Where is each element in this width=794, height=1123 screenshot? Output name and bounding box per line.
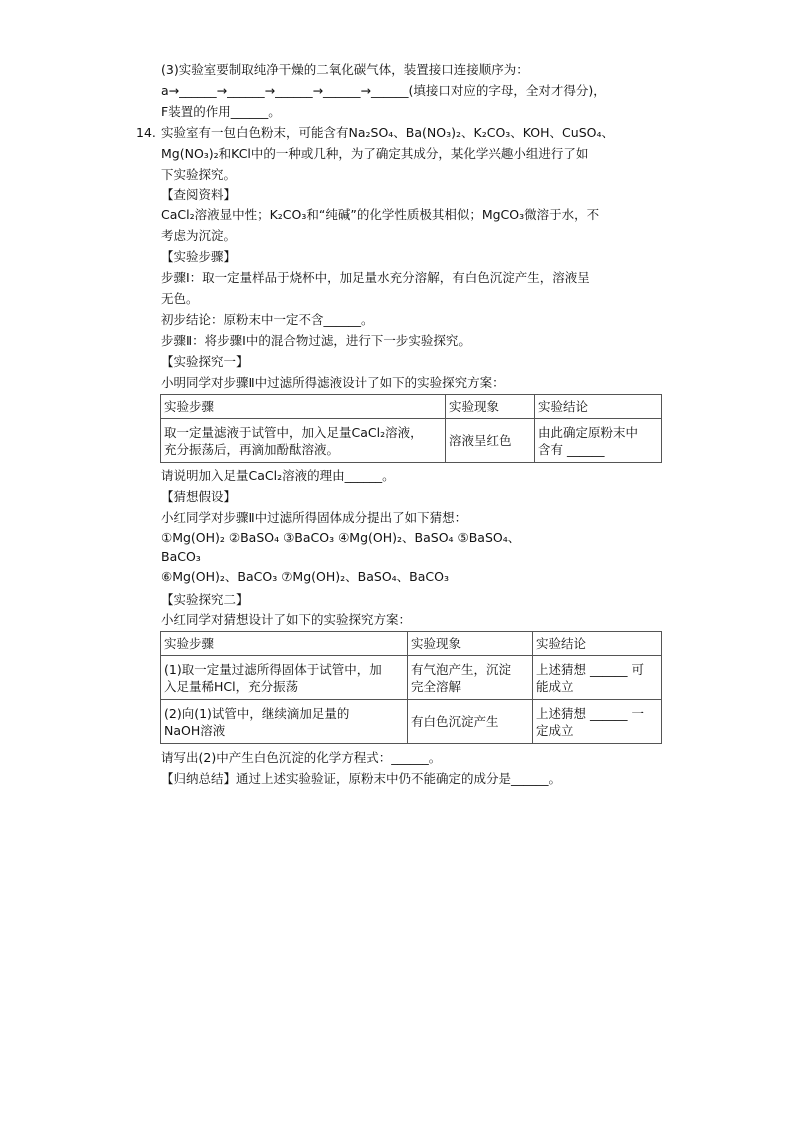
- cell-line: 上述猜想 ______ 一: [536, 705, 644, 721]
- text-line: 小红同学对猜想设计了如下的实验探究方案：: [161, 612, 412, 627]
- question-number: 14.: [136, 125, 156, 140]
- cell-line: 充分振荡后，再滴加酚酞溶液。: [164, 441, 340, 457]
- table-header: 实验步骤: [161, 632, 408, 656]
- text-line: 请写出(2)中产生白色沉淀的化学方程式：______。: [161, 750, 442, 765]
- text-line: 小明同学对步骤Ⅱ中过滤所得滤液设计了如下的实验探究方案：: [161, 375, 505, 390]
- text-line: 步骤Ⅱ：将步骤Ⅰ中的混合物过滤，进行下一步实验探究。: [161, 333, 471, 348]
- cell-line: 能成立: [536, 678, 574, 694]
- text-line: 【归纳总结】通过上述实验验证，原粉末中仍不能确定的成分是______。: [161, 771, 562, 786]
- text-line: 小红同学对步骤Ⅱ中过滤所得固体成分提出了如下猜想：: [161, 510, 468, 525]
- text-line: 考虑为沉淀。: [161, 228, 237, 243]
- cell-line: (1)取一定量过滤所得固体于试管中，加: [164, 661, 382, 677]
- cell-line: 完全溶解: [411, 678, 462, 694]
- text-line: ①Mg(OH)₂ ②BaSO₄ ③BaCO₃ ④Mg(OH)₂、BaSO₄ ⑤BaSO₄、: [161, 530, 521, 545]
- cell-line: 定成立: [536, 722, 574, 738]
- text-line: 实验室有一包白色粉末，可能含有Na₂SO₄、Ba(NO₃)₂、K₂CO₃、KOH、CuSO₄、: [161, 125, 614, 140]
- table-header: 实验步骤: [161, 395, 446, 419]
- experiment-table-2: [160, 631, 662, 744]
- table-cell: [408, 656, 533, 700]
- section-heading: 【实验探究二】: [161, 592, 249, 607]
- cell-line: (2)向(1)试管中，继续滴加足量的: [164, 705, 350, 721]
- text-line: 初步结论：原粉末中一定不含______。: [161, 312, 374, 327]
- text-line: CaCl₂溶液显中性；K₂CO₃和“纯碱”的化学性质极其相似；MgCO₃微溶于水，不: [161, 207, 600, 222]
- text-line: (3)实验室要制取纯净干燥的二氧化碳气体，装置接口连接顺序为：: [161, 62, 529, 77]
- table-cell: [161, 656, 408, 700]
- table-cell: [161, 700, 408, 744]
- table-cell: 溶液呈红色: [446, 419, 535, 463]
- text-line: 步骤Ⅰ：取一定量样品于烧杯中，加足量水充分溶解，有白色沉淀产生，溶液呈: [161, 270, 590, 285]
- experiment-table-1: [160, 394, 662, 463]
- text-line: a→______→______→______→______→______(填接口对应的字母，全对才得分)，: [161, 83, 606, 98]
- table-header: 实验结论: [535, 395, 662, 419]
- table-header: 实验现象: [446, 395, 535, 419]
- text-line: 下实验探究。: [161, 167, 237, 182]
- cell-line: 上述猜想 ______ 可: [536, 661, 644, 677]
- table-cell: [533, 656, 662, 700]
- table-cell: [533, 700, 662, 744]
- section-heading: 【实验步骤】: [161, 249, 237, 264]
- table-header: 实验结论: [533, 632, 662, 656]
- cell-line: 有气泡产生，沉淀: [411, 661, 512, 677]
- text-line: 请说明加入足量CaCl₂溶液的理由______。: [161, 468, 395, 483]
- table-cell: [535, 419, 662, 463]
- table-cell: [161, 419, 446, 463]
- table-cell: 有白色沉淀产生: [408, 700, 533, 744]
- table-header: 实验现象: [408, 632, 533, 656]
- text-line: 无色。: [161, 291, 199, 306]
- cell-line: 入足量稀HCl，充分振荡: [164, 678, 299, 694]
- section-heading: 【实验探究一】: [161, 354, 249, 369]
- text-line: BaCO₃: [161, 549, 201, 564]
- text-line: F装置的作用______。: [161, 104, 281, 119]
- cell-line: 取一定量滤液于试管中，加入足量CaCl₂溶液，: [164, 424, 423, 440]
- section-heading: 【猜想假设】: [161, 489, 237, 504]
- section-heading: 【查阅资料】: [161, 187, 237, 202]
- cell-line: 含有 ______: [538, 441, 605, 457]
- cell-line: 由此确定原粉末中: [538, 424, 639, 440]
- cell-line: NaOH溶液: [164, 722, 226, 738]
- text-line: ⑥Mg(OH)₂、BaCO₃ ⑦Mg(OH)₂、BaSO₄、BaCO₃: [161, 569, 449, 584]
- text-line: Mg(NO₃)₂和KCl中的一种或几种，为了确定其成分，某化学兴趣小组进行了如: [161, 146, 589, 161]
